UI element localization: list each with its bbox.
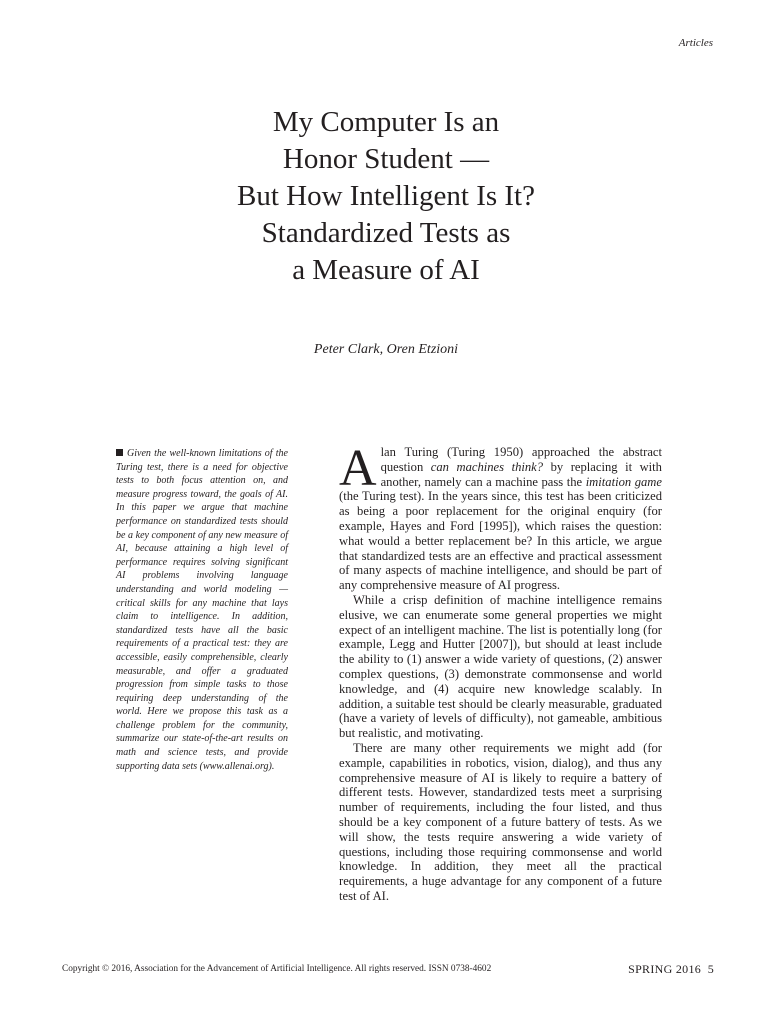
title-line: a Measure of AI [292,254,480,286]
article-title [100,104,672,289]
body-paragraph [339,440,662,593]
title-line: My Computer Is an [272,106,500,138]
body-paragraph: There are many other requirements we might add (for example, capabilities in robotics, vision, dialog), and thus any comprehensive measure of AI is likely to require a battery of different tests. However, standardized tests meet a surprising number of requirements, including the four listed, and thus should be a key component of a future battery of tests. As we will show, the tests require answering a wide variety of questions, including those requiring commonsense and world knowledge. In addition, they meet all the practical requirements, a huge advantage for any component of a future test of AI. [339,740,662,903]
page-number: 5 [707,962,714,976]
issue-label: SPRING 2016 [628,962,702,976]
article-body [339,440,662,904]
abstract-text: Given the well-known limitations of the Turing test, there is a need for objective tests to both focus attention on, and measure progress toward, the goals of AI. In this paper we argue that machine performance on standardized tests should be a key component of any new measure of AI, because attaining a high level of performance requires solving significant AI problems involving language understanding and world modeling — critical skills for any machine that lays claim to intelligence. In addition, standardized tests have all the basic requirements of a practical test: they are accessible, easily comprehensible, clearly measurable, and offer a graduated progression from simple tasks to those requiring deep understanding of the world. Here we propose this task as a challenge problem for the community, summarize our state-of-the-art results on math and science tests, and provide supporting data sets (www.allenai.org). [116,448,288,772]
abstract [116,447,288,773]
drop-cap: A [339,440,377,497]
title-line: Standardized Tests as [261,217,511,249]
issue-and-page [628,962,714,977]
abstract-bullet-icon [116,449,123,456]
body-emphasis: imitation game [585,474,662,489]
section-label: Articles [678,37,713,49]
body-emphasis: can machines think? [430,459,544,474]
copyright-notice: Copyright © 2016, Association for the Advancement of Artificial Intelligence. All rights reserved. ISSN 0738-4602 [62,964,492,974]
body-text: lan Turing (Turing 1950) approached the abstract question [380,445,662,474]
author-list: Peter Clark, Oren Etzioni [313,342,459,357]
body-paragraph: While a crisp definition of machine intelligence remains elusive, we can enumerate some general properties we might expect of an intelligent machine. The list is potentially long (for example, Legg and Hutter [2007]), but should at least include the ability to (1) answer a wide variety of questions, (2) answer complex questions, (3) demonstrate commonsense and world knowledge, and (4) acquire new knowledge scalably. In addition, a suitable test should be clearly measurable, graduated (have a variety of levels of difficulty), not gameable, ambitious but realistic, and motivating. [339,592,662,741]
body-text: (the Turing test). In the years since, this test has been criticized as being a poor replacement for the original enquiry (for example, Hayes and Ford [1995]), which raises the question: what would a better replacement be? In this article, we argue that standardized tests are an effective and practical assessment of many aspects of machine intelligence, and should be part of any comprehensive measure of AI progress. [339,489,662,593]
title-line: But How Intelligent Is It? [236,180,535,212]
body-text: by replacing it with another, namely can a machine pass the [380,459,662,489]
title-line: Honor Student — [282,143,490,175]
